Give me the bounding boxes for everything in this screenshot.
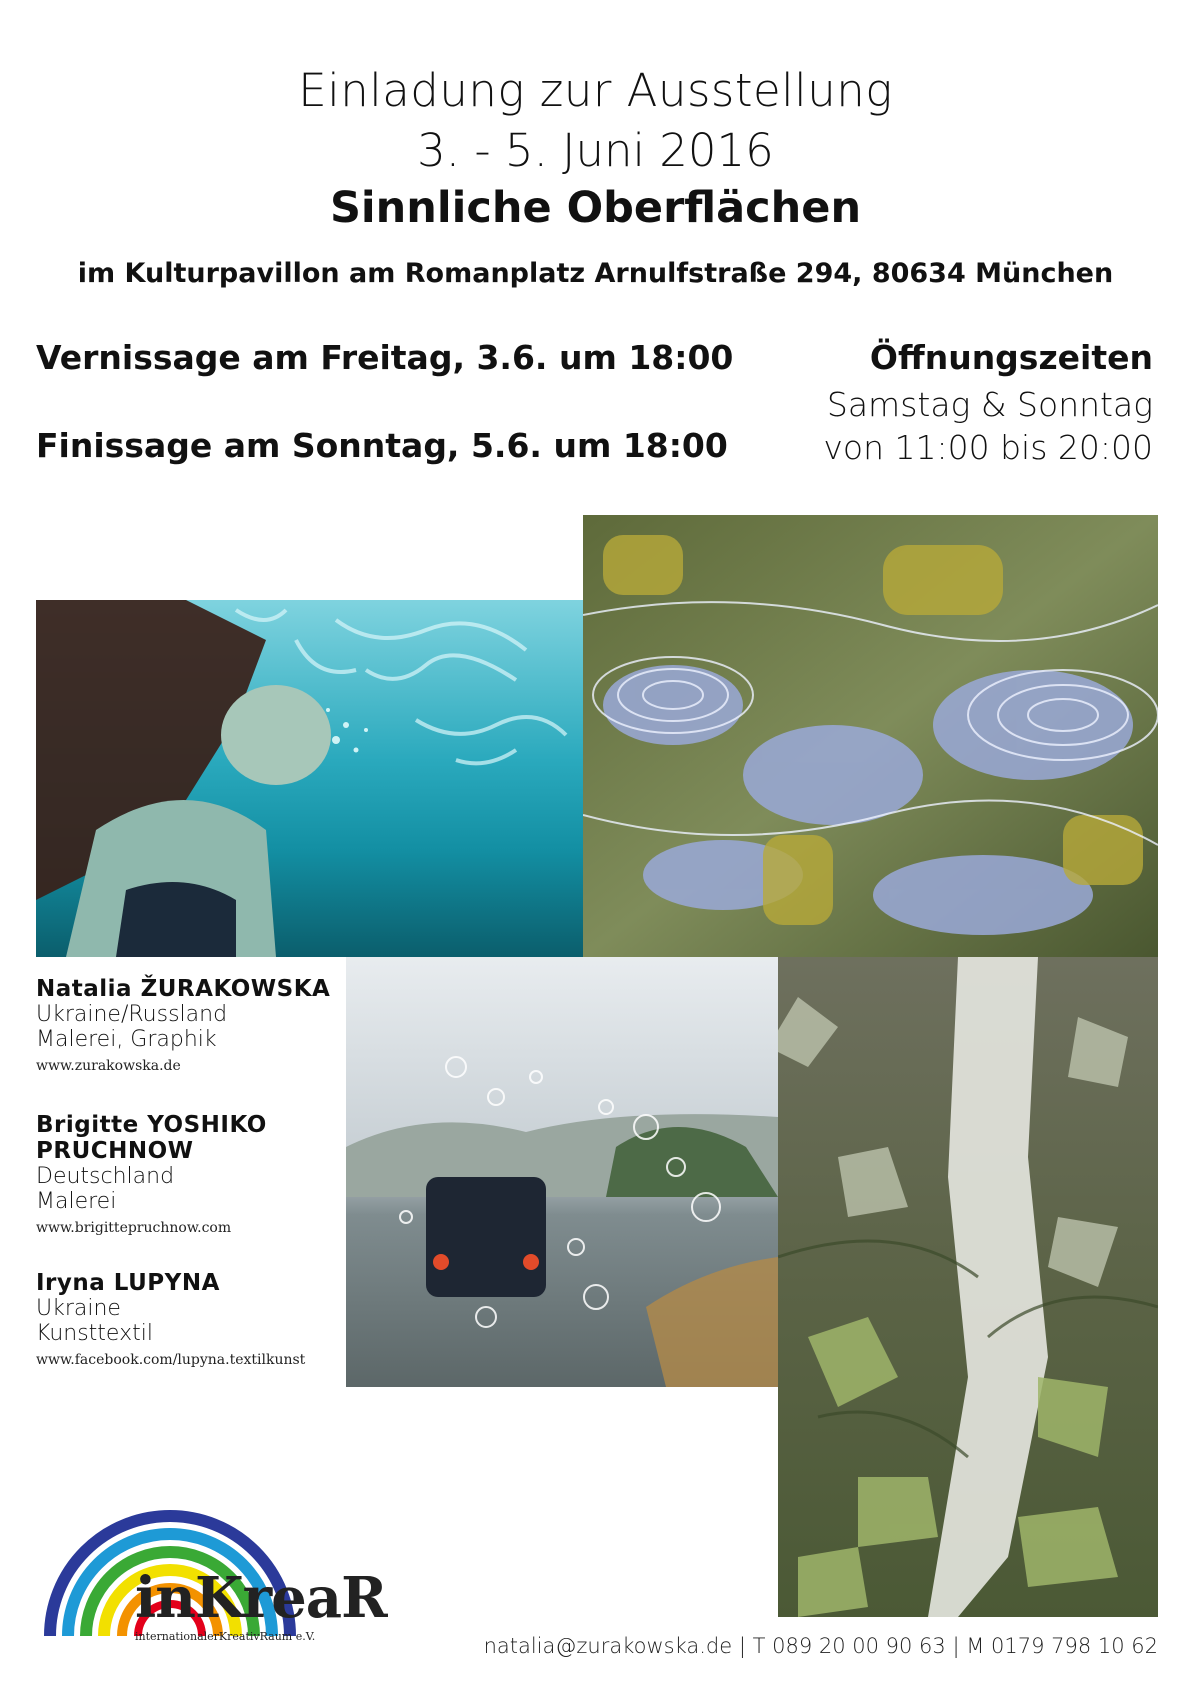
artist-country: Ukraine/Russland bbox=[36, 1002, 228, 1027]
artist-name-line2: PRUCHNOW bbox=[36, 1138, 194, 1164]
painting-water-ripples bbox=[583, 515, 1158, 957]
artist-name: Iryna LUPYNA bbox=[36, 1270, 220, 1296]
invitation-title: Einladung zur Ausstellung bbox=[298, 64, 893, 117]
artist-discipline: Malerei, Graphik bbox=[36, 1027, 217, 1052]
contact-info: natalia@zurakowska.de | T 089 20 00 90 63 | M 0179 798 10 62 bbox=[483, 1634, 1158, 1658]
textile-art-forest bbox=[778, 957, 1158, 1617]
logo-wordmark: inKreaR bbox=[135, 1565, 387, 1631]
artist-entry bbox=[36, 976, 346, 1074]
vernissage-info: Vernissage am Freitag, 3.6. um 18:00 bbox=[36, 338, 734, 377]
artist-name: Natalia ŽURAKOWSKA bbox=[36, 976, 331, 1002]
exhibition-dates: 3. - 5. Juni 2016 bbox=[417, 124, 774, 177]
exhibition-name: Sinnliche Oberflächen bbox=[329, 183, 862, 233]
venue-address: im Kulturpavillon am Romanplatz Arnulfstraße 294, 80634 München bbox=[77, 258, 1114, 289]
artist-website[interactable]: www.zurakowska.de bbox=[36, 1058, 181, 1074]
artist-entry bbox=[36, 1112, 346, 1236]
artist-website[interactable]: www.brigittepruchnow.com bbox=[36, 1220, 232, 1236]
opening-hours-time: von 11:00 bis 20:00 bbox=[823, 428, 1153, 467]
painting-car-in-rain bbox=[346, 957, 778, 1387]
opening-hours-days: Samstag & Sonntag bbox=[826, 385, 1153, 424]
artist-name: Brigitte YOSHIKO bbox=[36, 1112, 267, 1138]
artist-entry bbox=[36, 1270, 346, 1368]
opening-hours-title: Öffnungszeiten bbox=[869, 338, 1153, 377]
painting-underwater-swimmer bbox=[36, 600, 583, 957]
finissage-info: Finissage am Sonntag, 5.6. um 18:00 bbox=[36, 426, 728, 465]
artist-country: Ukraine bbox=[36, 1296, 121, 1321]
artist-country: Deutschland bbox=[36, 1164, 175, 1189]
logo-subtitle: internationalerKreativRaum e.V. bbox=[135, 1630, 316, 1643]
artist-discipline: Malerei bbox=[36, 1189, 117, 1214]
artist-website[interactable]: www.facebook.com/lupyna.textilkunst bbox=[36, 1352, 306, 1368]
artist-discipline: Kunsttextil bbox=[36, 1321, 153, 1346]
